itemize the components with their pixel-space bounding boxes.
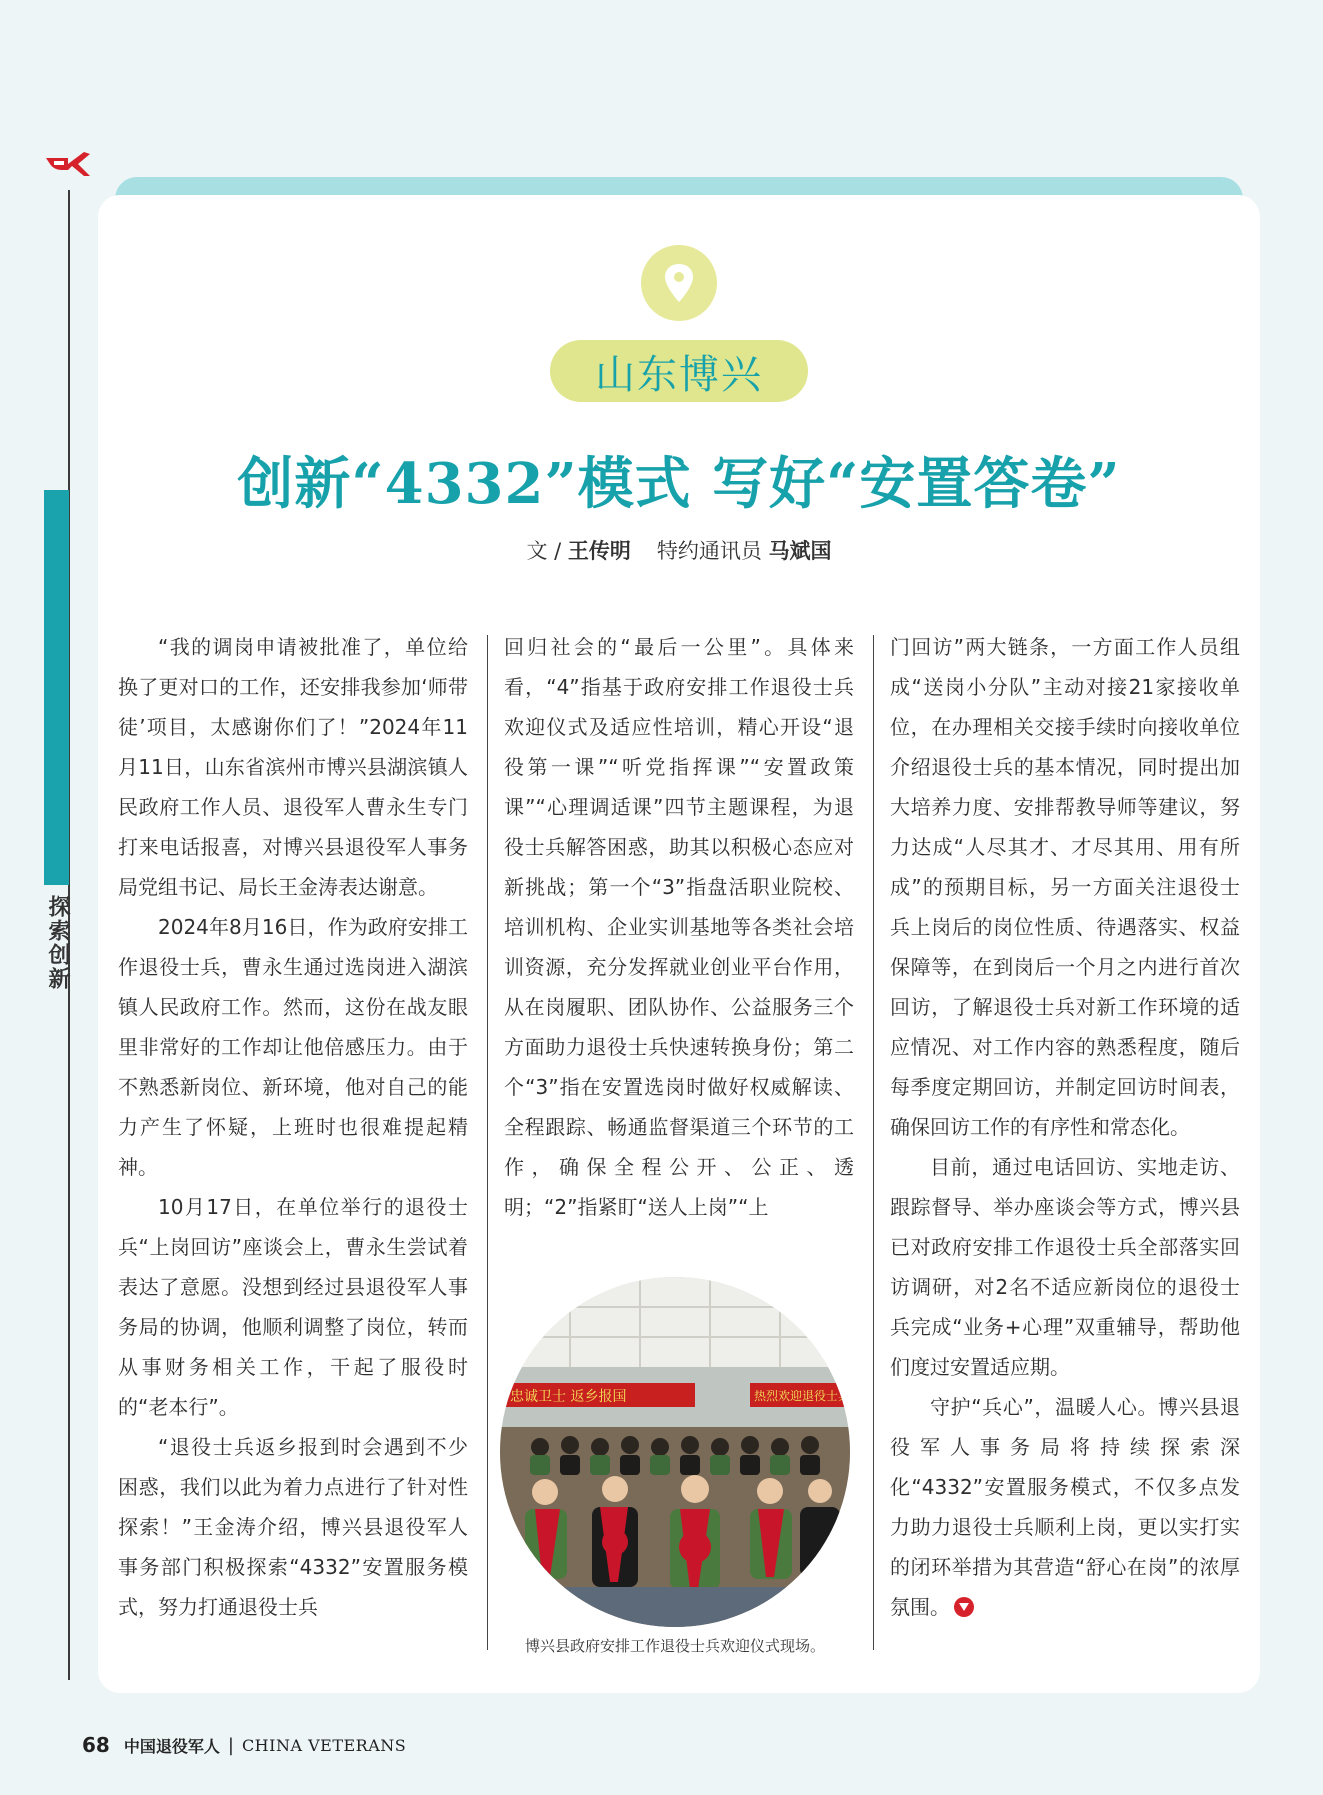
section-label: 探索创新 bbox=[45, 895, 70, 991]
magazine-name: 中国退役军人 bbox=[123, 1736, 220, 1756]
paragraph: 回归社会的“最后一公里”。具体来看，“4”指基于政府安排工作退役士兵欢迎仪式及适应性培训，精心开设“退役第一课”“听党指挥课”“安置政策课”“心理调适课”四节主题课程，为退役士兵解答困惑，助其以积极心态应对新挑战；第一个“3”指盘活职业院校、培训机构、企业实训基地等各类社会培训资源，充分发挥就业创业平台作用，从在岗履职、团队协作、公益服务三个方面助力退役士兵快速转换身份；第二个“3”指在安置选岗时做好权威解读、全程跟踪、畅通监督渠道三个环节的工作，确保全程公开、公正、透明；“2”指紧盯“送人上岗”“上 bbox=[504, 635, 854, 1219]
location-pin-badge bbox=[641, 245, 717, 321]
byline-prefix: 文 / bbox=[526, 539, 568, 563]
paragraph: 目前，通过电话回访、实地走访、跟踪督导、举办座谈会等方式，博兴县已对政府安排工作退役士兵全部落实回访调研，对2名不适应新岗位的退役士兵完成“业务+心理”双重辅导，帮助他们度过安置适应期。 bbox=[890, 1155, 1240, 1379]
banner-left-text: 忠诚卫士 返乡报国 bbox=[510, 1389, 627, 1405]
text-column-1 bbox=[118, 627, 468, 1627]
article-headline: 创新“4332”模式 写好“安置答卷” bbox=[237, 451, 1121, 517]
paragraph: “我的调岗申请被批准了，单位给换了更对口的工作，还安排我参加‘师带徒’项目，太感谢你们了！”2024年11月11日，山东省滨州市博兴县湖滨镇人民政府工作人员、退役军人曹永生专门打来电话报喜，对博兴县退役军人事务局党组书记、局长王金涛表达谢意。 bbox=[118, 635, 468, 899]
photo-caption: 博兴县政府安排工作退役士兵欢迎仪式现场。 bbox=[524, 1637, 825, 1655]
text-column-3 bbox=[890, 627, 1240, 1627]
banner-right-text: 热烈欢迎退役士兵 bbox=[754, 1389, 850, 1403]
text-column-2 bbox=[504, 627, 854, 1227]
magazine-logo-icon bbox=[44, 148, 94, 180]
location-pin-icon bbox=[662, 262, 696, 304]
footer-separator: | bbox=[227, 1734, 234, 1756]
paragraph-text: 守护“兵心”，温暖人心。博兴县退役军人事务局将持续探索深化“4332”安置服务模式，不仅多点发力助力退役士兵顺利上岗，更以实打实的闭环举措为其营造“舒心在岗”的浓厚氛围。 bbox=[890, 1395, 1240, 1619]
section-color-bar bbox=[44, 490, 69, 885]
byline bbox=[98, 535, 1260, 565]
ceremony-photo bbox=[500, 1277, 850, 1627]
column-divider bbox=[487, 635, 488, 1650]
paragraph bbox=[890, 1387, 1240, 1627]
region-tag: 山东博兴 bbox=[550, 340, 808, 402]
byline-author: 王传明 bbox=[567, 539, 631, 563]
page-footer bbox=[82, 1733, 406, 1757]
paragraph: 2024年8月16日，作为政府安排工作退役士兵，曹永生通过选岗进入湖滨镇人民政府工作。然而，这份在战友眼里非常好的工作却让他倍感压力。由于不熟悉新岗位、新环境，他对自己的能力产生了怀疑，上班时也很难提起精神。 bbox=[118, 915, 468, 1179]
paragraph: 门回访”两大链条，一方面工作人员组成“送岗小分队”主动对接21家接收单位，在办理相关交接手续时向接收单位介绍退役士兵的基本情况，同时提出加大培养力度、安排帮教导师等建议，努力达成“人尽其才、才尽其用、用有所成”的预期目标，另一方面关注退役士兵上岗后的岗位性质、待遇落实、权益保障等，在到岗后一个月之内进行首次回访，了解退役士兵对新工作环境的适应情况、对工作内容的熟悉程度，随后每季度定期回访，并制定回访时间表，确保回访工作的有序性和常态化。 bbox=[890, 635, 1240, 1139]
page-number: 68 bbox=[82, 1733, 110, 1757]
byline-correspondent: 马斌国 bbox=[768, 539, 832, 563]
ceremony-photo-illustration bbox=[500, 1277, 850, 1627]
paragraph: 10月17日，在单位举行的退役士兵“上岗回访”座谈会上，曹永生尝试着表达了意愿。没想到经过县退役军人事务局的协调，他顺利调整了岗位，转而从事财务相关工作，干起了服役时的“老本行”。 bbox=[118, 1195, 468, 1419]
article-end-icon bbox=[954, 1597, 974, 1617]
magazine-english-name: CHINA VETERANS bbox=[241, 1735, 407, 1755]
paragraph: “退役士兵返乡报到时会遇到不少困惑，我们以此为着力点进行了针对性探索！”王金涛介绍，博兴县退役军人事务部门积极探索“4332”安置服务模式，努力打通退役士兵 bbox=[118, 1435, 468, 1619]
byline-role: 特约通讯员 bbox=[656, 539, 769, 563]
column-divider bbox=[873, 635, 874, 1650]
